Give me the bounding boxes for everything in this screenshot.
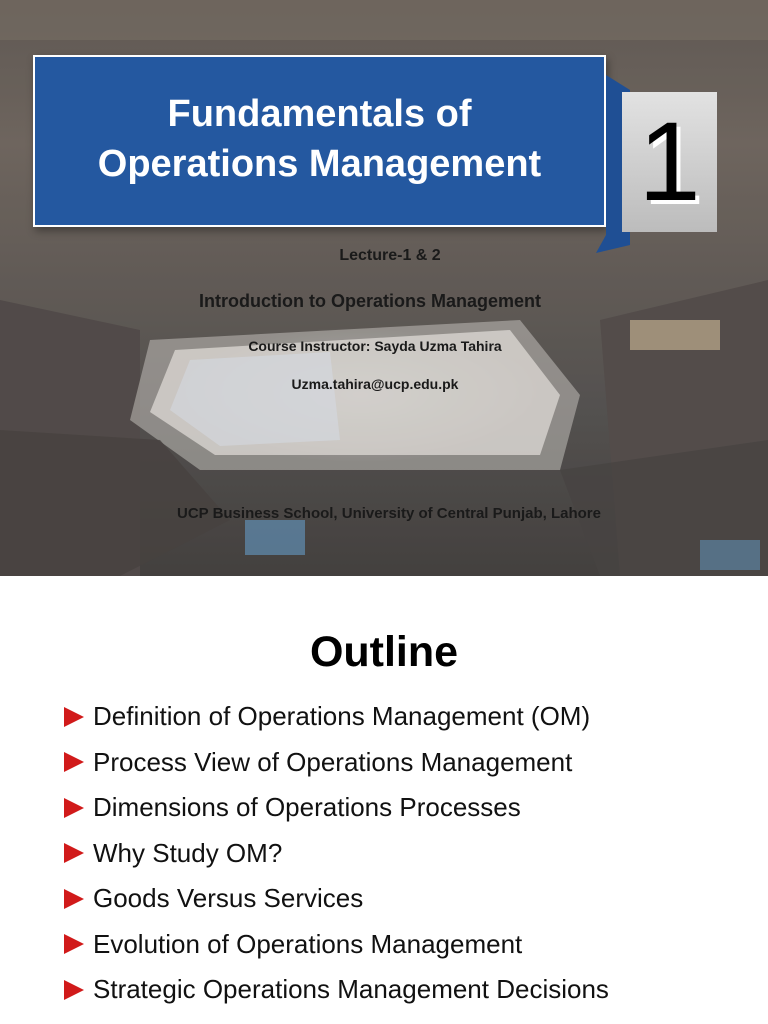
outline-list xyxy=(64,694,609,1013)
list-item xyxy=(64,831,609,877)
chapter-number: 1 xyxy=(638,99,701,224)
slide-title xyxy=(35,89,604,189)
lecture-label: Lecture-1 & 2 xyxy=(339,247,441,264)
list-item xyxy=(64,785,609,831)
list-item-text: Why Study OM? xyxy=(93,837,283,868)
subtitle: Introduction to Operations Management xyxy=(198,291,541,311)
triangle-bullet-icon xyxy=(64,934,84,954)
school: UCP Business School, University of Central Punjab, Lahore xyxy=(177,505,601,522)
list-item xyxy=(64,922,609,968)
title-line-2: Operations Management xyxy=(97,143,542,185)
triangle-bullet-icon xyxy=(64,798,84,818)
list-item-text: Goods Versus Services xyxy=(93,883,364,914)
list-item-text: Evolution of Operations Management xyxy=(93,928,523,959)
triangle-bullet-icon xyxy=(64,843,84,863)
triangle-bullet-icon xyxy=(64,752,84,772)
title-box xyxy=(33,55,606,227)
list-item xyxy=(64,876,609,922)
list-item-text: Dimensions of Operations Processes xyxy=(93,792,521,823)
list-item-text: Strategic Operations Management Decisions xyxy=(93,974,609,1005)
list-item xyxy=(64,740,609,786)
list-item-text: Definition of Operations Management (OM) xyxy=(93,701,591,732)
triangle-bullet-icon xyxy=(64,889,84,909)
list-item-text: Process View of Operations Management xyxy=(93,746,573,777)
title-line-1: Fundamentals of xyxy=(167,93,472,135)
triangle-bullet-icon xyxy=(64,707,84,727)
list-item xyxy=(64,694,609,740)
outline-slide xyxy=(0,576,768,1024)
triangle-bullet-icon xyxy=(64,980,84,1000)
list-item xyxy=(64,967,609,1013)
outline-title: Outline xyxy=(309,628,459,676)
instructor: Course Instructor: Sayda Uzma Tahira xyxy=(248,338,502,354)
email: Uzma.tahira@ucp.edu.pk xyxy=(291,376,459,392)
